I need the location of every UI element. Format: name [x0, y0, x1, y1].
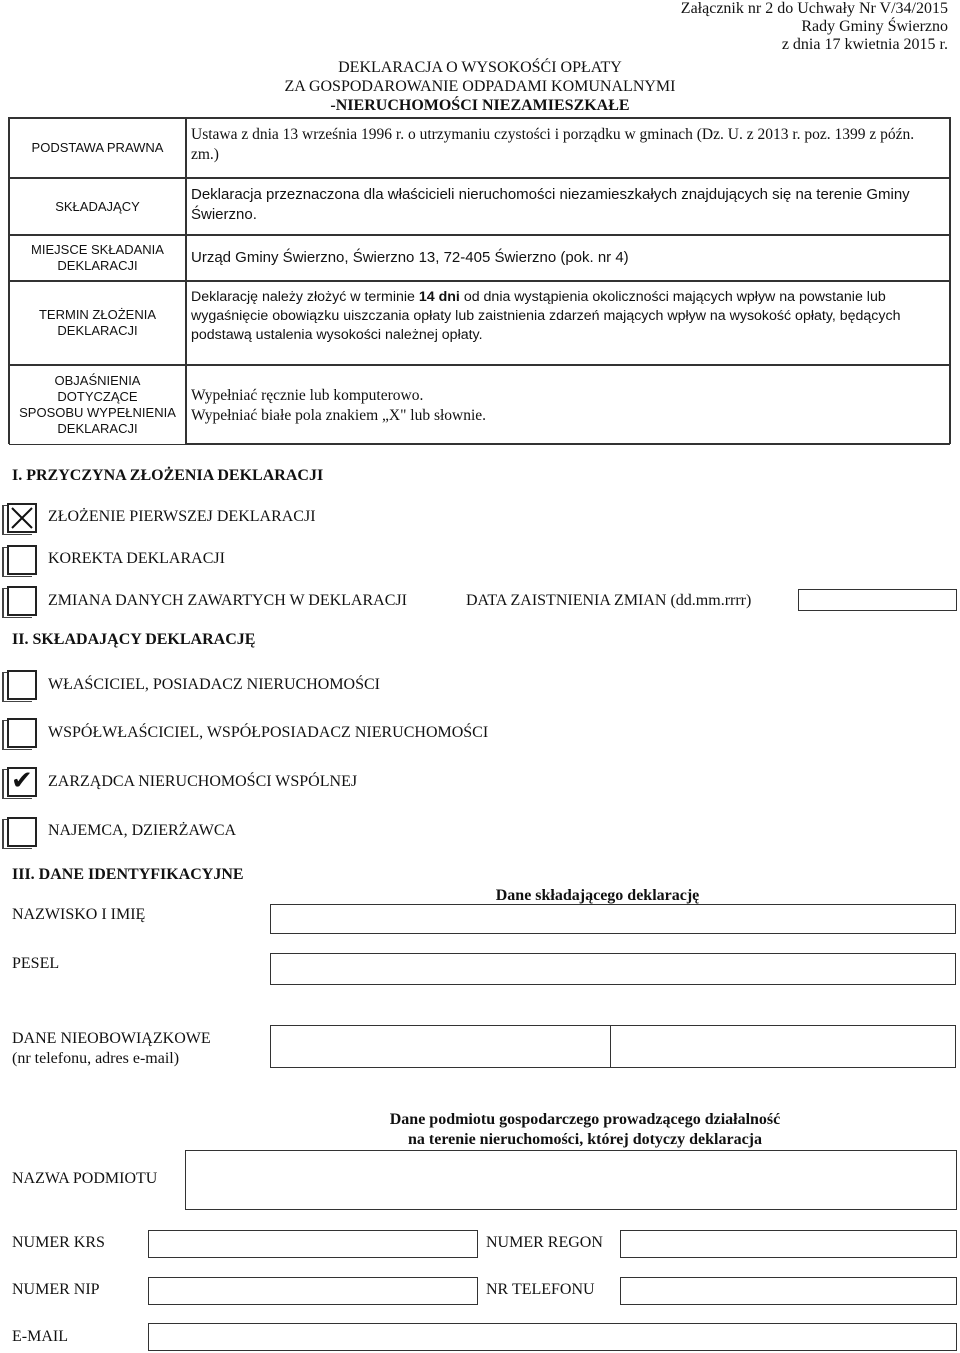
filer-text: Deklaracja przeznaczona dla właścicieli nieruchomości niezamieszkałych znajdujących się na terenie Gminy Świerzno. — [186, 178, 950, 235]
nip-label: NUMER NIP — [12, 1281, 100, 1298]
info-table — [8, 117, 951, 444]
filer-tenant-checkbox[interactable] — [7, 817, 37, 847]
place-label: MIEJSCE SKŁADANIA DEKLARACJI — [9, 235, 186, 281]
section-2-title: II. SKŁADAJĄCY DEKLARACJĘ — [12, 631, 256, 648]
name-label: NAZWISKO I IMIĘ — [12, 906, 146, 923]
krs-field[interactable] — [148, 1230, 478, 1258]
email-label: E-MAIL — [12, 1328, 68, 1345]
filer-manager-checkbox[interactable] — [7, 767, 37, 797]
filer-owner-label: WŁAŚCICIEL, POSIADACZ NIERUCHOMOŚCI — [48, 676, 381, 693]
change-date-field[interactable] — [798, 589, 957, 611]
filer-coowner-label: WSPÓŁWŁAŚCICIEL, WSPÓŁPOSIADACZ NIERUCHOMOŚCI — [48, 724, 489, 741]
title-line: DEKLARACJA O WYSOKOŚĆI OPŁATY — [338, 59, 622, 76]
optional-data-label: DANE NIEOBOWIĄZKOWE (nr telefonu, adres e-mail) — [12, 1030, 211, 1067]
filer-data-heading: Dane składającego deklarację — [495, 887, 700, 904]
nip-field[interactable] — [148, 1277, 478, 1305]
entity-name-field[interactable] — [185, 1150, 957, 1210]
reason-first-checkbox[interactable] — [7, 503, 37, 533]
reason-correction-label: KOREKTA DEKLARACJI — [48, 550, 225, 567]
filer-owner-checkbox[interactable] — [7, 670, 37, 700]
attachment-line: Rady Gminy Świerzno — [801, 18, 948, 35]
optional-phone-field[interactable] — [270, 1025, 611, 1068]
pesel-field[interactable] — [270, 953, 956, 985]
reason-first-label: ZŁOŻENIE PIERWSZEJ DEKLARACJI — [48, 508, 316, 525]
regon-field[interactable] — [620, 1230, 957, 1258]
krs-label: NUMER KRS — [12, 1234, 105, 1251]
entity-name-label: NAZWA PODMIOTU — [12, 1170, 158, 1187]
x-mark-icon — [9, 505, 35, 531]
reason-change-label: ZMIANA DANYCH ZAWARTYCH W DEKLARACJI — [48, 592, 407, 609]
pesel-label: PESEL — [12, 955, 60, 972]
attachment-note — [681, 0, 948, 54]
attachment-line: Załącznik nr 2 do Uchwały Nr V/34/2015 — [680, 0, 948, 17]
basis-label: PODSTAWA PRAWNA — [9, 118, 186, 178]
title-line: -NIERUCHOMOŚCI NIEZAMIESZKAŁE — [330, 97, 630, 114]
notes-text: Wypełniać ręcznie lub komputerowo. Wypełniać białe pola znakiem „X" lub słownie. — [186, 365, 950, 445]
title-line: ZA GOSPODAROWANIE ODPADAMI KOMUNALNYMI — [284, 78, 676, 95]
reason-change-checkbox[interactable] — [7, 586, 37, 616]
basis-text: Ustawa z dnia 13 września 1996 r. o utrzymaniu czystości i porządku w gminach (Dz. U. z 2013 r. poz. 1399 z późn. zm.) — [186, 118, 950, 178]
filer-tenant-label: NAJEMCA, DZIERŻAWCA — [48, 822, 237, 839]
section-1-title: I. PRZYCZYNA ZŁOŻENIA DEKLARACJI — [12, 467, 324, 484]
regon-label: NUMER REGON — [486, 1234, 603, 1251]
phone-field[interactable] — [620, 1277, 957, 1305]
filer-manager-label: ZARZĄDCA NIERUCHOMOŚCI WSPÓLNEJ — [48, 773, 358, 790]
checkmark-icon: ✔ — [11, 766, 33, 796]
filer-label: SKŁADAJĄCY — [9, 178, 186, 235]
deadline-label: TERMIN ZŁOŻENIA DEKLARACJI — [9, 281, 186, 365]
change-date-label: DATA ZAISTNIENIA ZMIAN (dd.mm.rrrr) — [466, 592, 752, 609]
filer-coowner-checkbox[interactable] — [7, 718, 37, 748]
document-title — [0, 58, 960, 115]
optional-email-field[interactable] — [610, 1025, 956, 1068]
place-text: Urząd Gminy Świerzno, Świerzno 13, 72-405 Świerzno (pok. nr 4) — [186, 235, 950, 281]
phone-label: NR TELEFONU — [486, 1281, 595, 1298]
reason-correction-checkbox[interactable] — [7, 545, 37, 575]
business-heading: Dane podmiotu gospodarczego prowadzącego działalność na terenie nieruchomości, której dotyczy deklaracja — [389, 1111, 781, 1148]
attachment-line: z dnia 17 kwietnia 2015 r. — [781, 36, 948, 53]
section-3-title: III. DANE IDENTYFIKACYJNE — [12, 866, 244, 883]
email-field[interactable] — [148, 1323, 957, 1351]
notes-label: OBJAŚNIENIA DOTYCZĄCE SPOSOBU WYPEŁNIENIA DEKLARACJI — [9, 365, 186, 445]
name-field[interactable] — [270, 904, 956, 934]
deadline-text: Deklarację należy złożyć w terminie 14 dni od dnia wystąpienia okoliczności mających wpływ na powstanie lub wygaśnięcie obowiązku uiszczania opłaty lub zaistnienia zdarzeń mających wpływ na wysokość opłaty, będących podstawą ustalenia wysokości należnej opłaty. — [186, 281, 950, 365]
